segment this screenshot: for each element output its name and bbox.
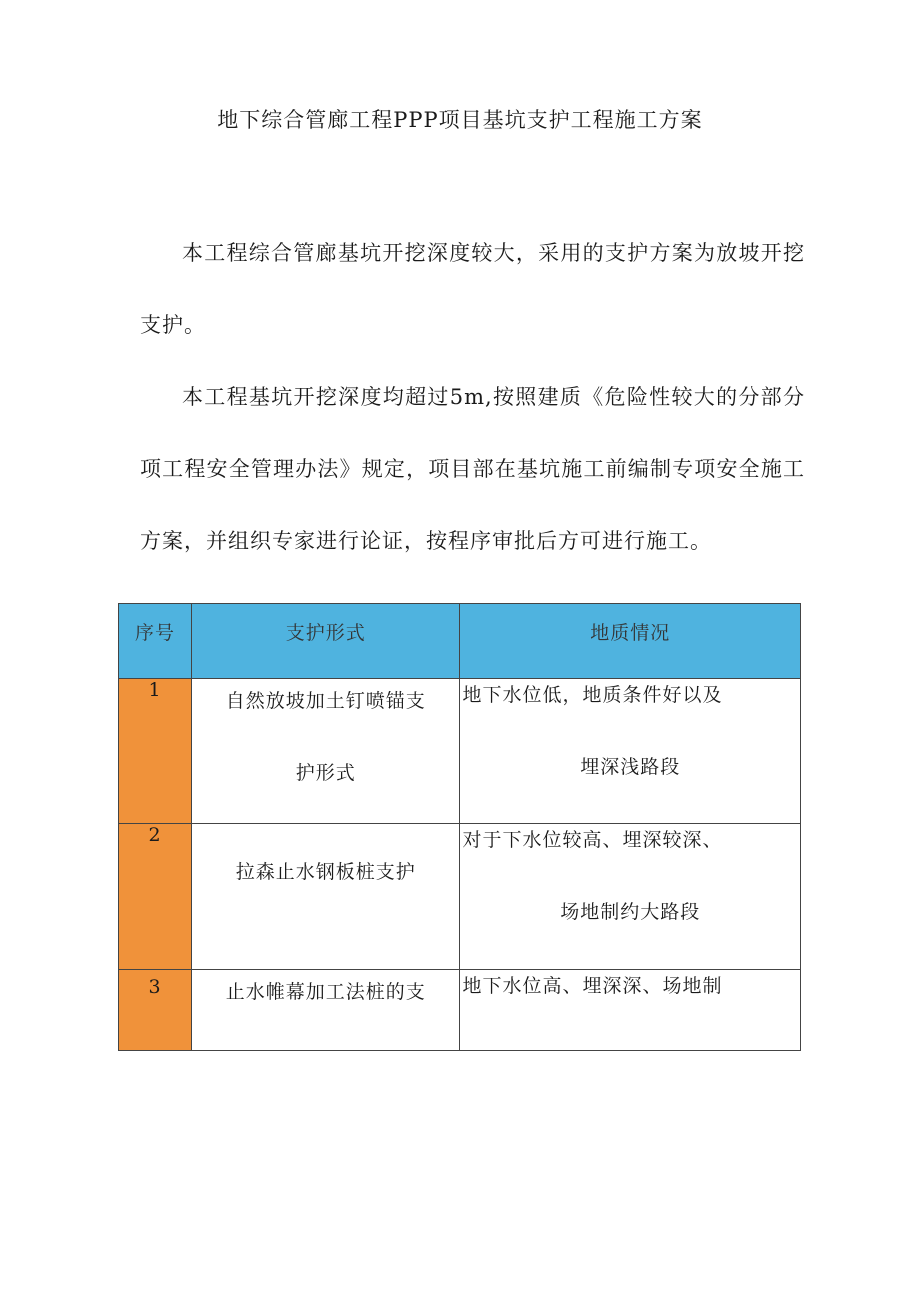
page-title: 地下综合管廊工程PPP项目基坑支护工程施工方案 (217, 108, 703, 132)
header-number: 序号 (119, 604, 192, 679)
geology-line-1: 地下水位低，地质条件好以及 (462, 684, 723, 706)
geology-cell (460, 970, 801, 1051)
header-geology: 地质情况 (460, 604, 801, 679)
support-form-cell (192, 679, 460, 824)
support-form-line-1: 拉森止水钢板桩支护 (235, 861, 416, 883)
geology-line-1: 对于下水位较高、埋深较深、 (462, 829, 723, 851)
support-methods-table (118, 603, 801, 1051)
row-number: 2 (119, 824, 192, 970)
geology-line-2: 场地制约大路段 (560, 901, 701, 923)
row-number: 1 (119, 679, 192, 824)
geology-cell (460, 824, 801, 970)
table-row (119, 824, 801, 970)
support-form-line-1: 止水帷幕加工法桩的支 (225, 981, 426, 1003)
support-form-line-2: 护形式 (295, 762, 356, 784)
support-form-line-1: 自然放坡加土钉喷锚支 (225, 690, 426, 712)
geology-line-1: 地下水位高、埋深深、场地制 (462, 975, 723, 997)
paragraph-1: 本工程综合管廊基坑开挖深度较大，采用的支护方案为放坡开挖支护。 (140, 241, 805, 337)
geology-cell (460, 679, 801, 824)
table-header-row (119, 604, 801, 679)
header-support-form: 支护形式 (192, 604, 460, 679)
paragraph-2: 本工程基坑开挖深度均超过5m,按照建质《危险性较大的分部分项工程安全管理办法》规定，项目部在基坑施工前编制专项安全施工方案，并组织专家进行论证，按程序审批后方可进行施工。 (140, 385, 805, 553)
geology-line-2: 埋深浅路段 (580, 756, 681, 778)
support-form-cell (192, 970, 460, 1051)
row-number: 3 (119, 970, 192, 1051)
table-row (119, 679, 801, 824)
support-form-cell (192, 824, 460, 970)
table-row (119, 970, 801, 1051)
